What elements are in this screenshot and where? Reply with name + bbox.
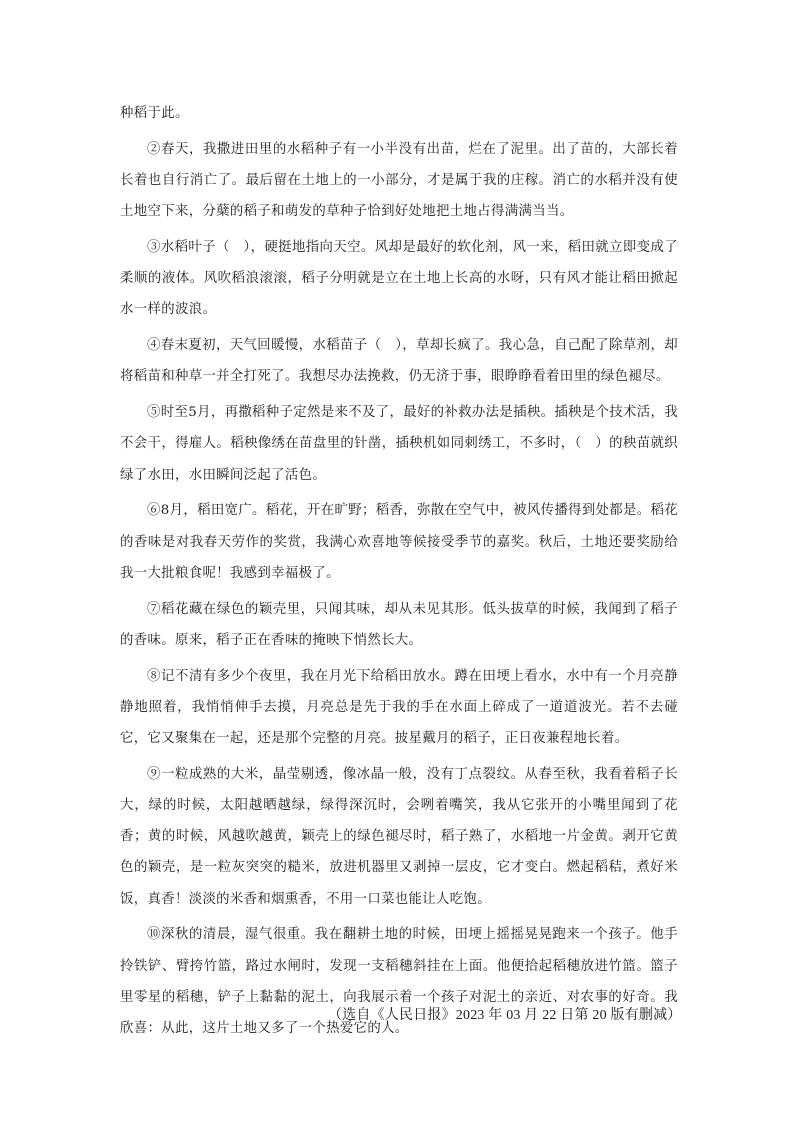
- paragraph-10: ⑩深秋的清晨，湿气很重。我在翻耕土地的时候，田埂上摇摇晃晃跑来一个孩子。他手拎铁铲、臂挎竹篮，路过水闸时，发现一支稻穗斜挂在上面。他便拾起稻穗放进竹篮。篮子里零星的稻穗，铲子上黏黏的泥土，向我展示着一个孩子对泥土的亲近、对农事的好奇。我欣喜：从此，这片土地又多了一个热爱它的人。: [120, 927, 678, 1037]
- paragraph-7: ⑦稻花藏在绿色的颖壳里，只闻其味，却从未见其形。低头拔草的时候，我闻到了稻子的香味。原来，稻子正在香味的掩映下悄然长大。: [120, 601, 678, 648]
- paragraph-4: ④春末夏初，天气回暖慢，水稻苗子（ ），草却长疯了。我心急，自己配了除草剂，却将稻苗和种草一并全打死了。我想尽办法挽救，仍无济于事，眼睁睁看着田里的绿色褪尽。: [120, 338, 678, 385]
- source-citation: （选自《人民日报》2023 年 03 月 22 日第 20 版有删减）: [328, 1008, 682, 1023]
- paragraph-5: ⑤时至5月，再撒稻种子定然是来不及了，最好的补救办法是插秧。插秧是个技术活，我不会干，得雇人。稻秧像绣在苗盘里的针凿，插秧机如同刺绣工，不多时，（ ）的秧苗就织绿了水田，水田瞬间泛起了活色。: [120, 405, 679, 483]
- article-body: [120, 98, 678, 1049]
- paragraph-6: ⑥8月，稻田宽广。稻花，开在旷野；稻香，弥散在空气中，被风传播得到处都是。稻花的香味是对我春天劳作的奖赏，我满心欢喜地等候接受季节的嘉奖。秋后，土地还要奖励给我一大批粮食呢！我感到幸福极了。: [120, 503, 679, 581]
- paragraph-2: ②春天，我撒进田里的水稻种子有一小半没有出苗，烂在了泥里。出了苗的，大部长着长着也自行消亡了。最后留在土地上的一小部分，才是属于我的庄稼。消亡的水稻并没有使土地空下来，分蘖的稻子和萌发的草种子恰到好处地把土地占得满满当当。: [120, 141, 678, 220]
- paragraph-8: ⑧记不清有多少个夜里，我在月光下给稻田放水。蹲在田埂上看水，水中有一个月亮静静地照着，我悄悄伸手去摸，月亮总是先于我的手在水面上碎成了一道道波光。若不去碰它，它又聚集在一起，还是那个完整的月亮。披星戴月的稻子，正日夜兼程地长着。: [120, 668, 678, 747]
- paragraph-9: ⑨一粒成熟的大米，晶莹剔透，像冰晶一般，没有丁点裂纹。从春至秋，我看着稻子长大，绿的时候，太阳越晒越绿，绿得深沉时，会咧着嘴笑，我从它张开的小嘴里闻到了花香；黄的时候，风越吹越黄，颖壳上的绿色褪尽时，稻子熟了，水稻地一片金黄。剥开它黄色的颖壳，是一粒灰突突的糙米，放进机器里又剥掉一层皮，它才变白。燃起稻秸，煮好米饭，真香！淡淡的米香和烟熏香，不用一口菜也能让人吃饱。: [120, 766, 678, 907]
- paragraph-1-continuation: 种稻于此。: [120, 106, 189, 121]
- paragraph-3: ③水稻叶子（ ），硬挺地指向天空。风却是最好的软化剂，风一来，稻田就立即变成了柔顺的液体。风吹稻浪滚滚，稻子分明就是立在土地上长高的水呀，只有风才能让稻田掀起水一样的波浪。: [120, 240, 678, 318]
